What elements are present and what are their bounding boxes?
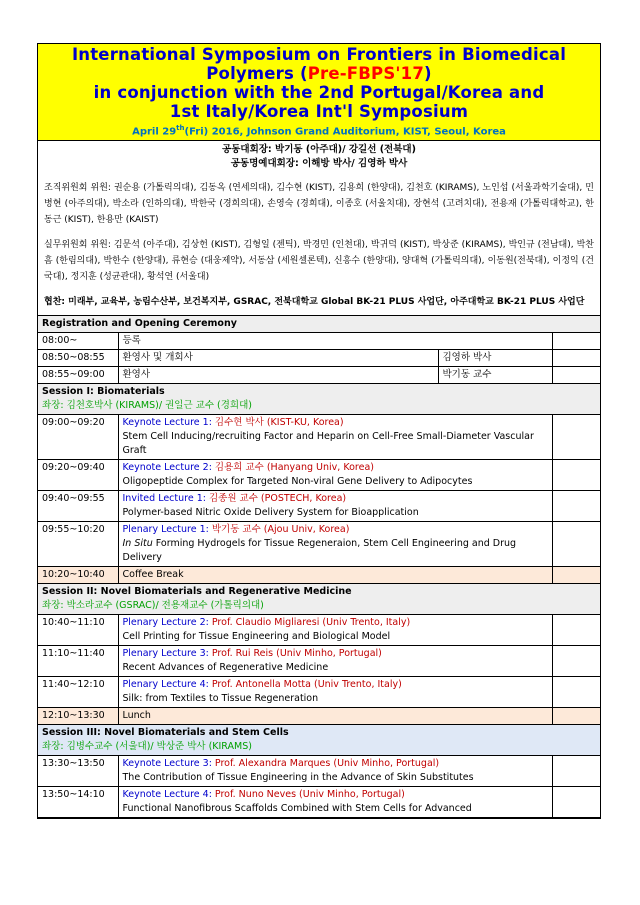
event-abbrev: Pre-FBPS'17 xyxy=(307,64,425,83)
empty-cell xyxy=(552,350,600,367)
title-line-3: in conjunction with the 2nd Portugal/Korea and xyxy=(93,83,545,102)
lecture-type: Keynote Lecture 4: xyxy=(122,789,215,801)
time-cell: 10:40~11:10 xyxy=(38,615,118,646)
table-row xyxy=(38,491,600,522)
title-line-2 xyxy=(40,64,598,83)
person-cell xyxy=(552,333,600,350)
committee-block xyxy=(38,141,600,316)
title-line-4: 1st Italy/Korea Int'l Symposium xyxy=(169,102,469,121)
event-cell: 환영사 xyxy=(118,367,438,384)
time-cell: 13:30~13:50 xyxy=(38,756,118,787)
lecture-title-italic: In Situ xyxy=(122,538,153,550)
section-3-title: Session III: Novel Biomaterials and Stem Cells xyxy=(42,727,289,739)
table-row xyxy=(38,350,600,367)
title-line-2a: Polymers ( xyxy=(206,64,308,83)
table-row xyxy=(38,708,600,725)
lecture-cell xyxy=(118,491,552,522)
speaker: Prof. Claudio Migliaresi (Univ Trento, Italy) xyxy=(211,617,411,629)
lecture-type: Plenary Lecture 3: xyxy=(122,648,212,660)
time-cell: 09:40~09:55 xyxy=(38,491,118,522)
lecture-type: Keynote Lecture 2: xyxy=(122,462,215,474)
honorary-chairs: 공동명예대회장: 이해방 박사/ 김영하 박사 xyxy=(230,158,408,170)
section-1-title: Session I: Biomaterials xyxy=(42,386,165,398)
empty-cell xyxy=(552,460,600,491)
event-cell: 등록 xyxy=(118,333,552,350)
section-3-header xyxy=(38,725,600,756)
empty-cell xyxy=(552,367,600,384)
event-cell: 환영사 및 개회사 xyxy=(118,350,438,367)
symposium-header xyxy=(38,44,600,141)
section-3-chairs: 좌장: 김병수교수 (서울대)/ 박상준 박사 (KIRAMS) xyxy=(42,741,252,753)
section-1-header xyxy=(38,384,600,415)
section-1-chairs: 좌장: 김천호박사 (KIRAMS)/ 권일근 교수 (경희대) xyxy=(42,400,252,412)
time-cell: 09:55~10:20 xyxy=(38,522,118,567)
time-cell: 13:50~14:10 xyxy=(38,787,118,818)
lecture-type: Plenary Lecture 1: xyxy=(122,524,212,536)
program-document xyxy=(37,43,601,819)
empty-cell xyxy=(552,415,600,460)
empty-cell xyxy=(552,787,600,818)
date-text: April 29 xyxy=(132,126,177,138)
speaker: Prof. Alexandra Marques (Univ Minho, Portugal) xyxy=(214,758,440,770)
break-cell: Coffee Break xyxy=(118,567,552,584)
cochairs: 공동대회장: 박기동 (아주대)/ 강길선 (전북대) xyxy=(222,144,416,156)
lecture-cell xyxy=(118,646,552,677)
break-cell: Lunch xyxy=(118,708,552,725)
lecture-cell xyxy=(118,522,552,567)
lecture-type: Keynote Lecture 3: xyxy=(122,758,215,770)
speaker: Prof. Nuno Neves (Univ Minho, Portugal) xyxy=(214,789,405,801)
lecture-cell xyxy=(118,677,552,708)
lecture-cell xyxy=(118,787,552,818)
lecture-cell xyxy=(118,460,552,491)
table-row xyxy=(38,646,600,677)
person-cell: 박기동 교수 xyxy=(438,367,552,384)
lecture-cell xyxy=(118,756,552,787)
time-cell: 12:10~13:30 xyxy=(38,708,118,725)
speaker: Prof. Antonella Motta (Univ Trento, Italy) xyxy=(211,679,402,691)
table-row xyxy=(38,522,600,567)
section-registration: Registration and Opening Ceremony xyxy=(38,316,600,333)
lecture-title: Recent Advances of Regenerative Medicine xyxy=(122,662,329,674)
lecture-title: Stem Cell Inducing/recruiting Factor and Heparin on Cell-Free Small-Diameter Vascular Graft xyxy=(122,431,534,457)
time-cell: 08:55~09:00 xyxy=(38,367,118,384)
time-cell: 09:00~09:20 xyxy=(38,415,118,460)
date-sup: th xyxy=(176,124,185,132)
lecture-cell xyxy=(118,615,552,646)
speaker: 김용희 교수 (Hanyang Univ, Korea) xyxy=(214,462,374,474)
section-2-chairs: 좌장: 박소라교수 (GSRAC)/ 전용재교수 (가톨릭의대) xyxy=(42,600,264,612)
time-cell: 09:20~09:40 xyxy=(38,460,118,491)
lecture-title: Silk: from Textiles to Tissue Regeneration xyxy=(122,693,319,705)
practical-committee: 실무위원회 위원: 김문석 (아주대), 김상헌 (KIST), 김형일 (젠틱), 박경민 (인천대), 박귀덕 (KIST), 박상준 (KIRAMS), 박인규 (전남대), 박찬흠 (한림의대), 박한수 (한양대), 류현승 (대웅제약), 서동삼 (세원셀론텍), 신흥수 (한양대), 양대혁 (가톨릭의대), 이동원(전북대), 이정익 (건국대), 정지훈 (성균관대), 황석연 (서울대) xyxy=(44,240,594,283)
lecture-type: Plenary Lecture 4: xyxy=(122,679,212,691)
table-row xyxy=(38,367,600,384)
empty-cell xyxy=(552,522,600,567)
lecture-title: The Contribution of Tissue Engineering in the Advance of Skin Substitutes xyxy=(122,772,474,784)
time-cell: 08:00~ xyxy=(38,333,118,350)
table-row xyxy=(38,460,600,491)
time-cell: 08:50~08:55 xyxy=(38,350,118,367)
title-line-2c: ) xyxy=(424,64,432,83)
lecture-title xyxy=(123,537,548,565)
lecture-type: Invited Lecture 1: xyxy=(122,493,209,505)
lecture-title: Functional Nanofibrous Scaffolds Combined with Stem Cells for Advanced xyxy=(122,803,472,815)
empty-cell xyxy=(552,708,600,725)
lecture-type: Keynote Lecture 1: xyxy=(122,417,215,429)
event-date-venue xyxy=(40,122,598,138)
table-row xyxy=(38,615,600,646)
lecture-cell xyxy=(118,415,552,460)
sponsors: 협찬: 미래부, 교육부, 농림수산부, 보건복지부, GSRAC, 전북대학교 Global BK-21 PLUS 사업단, 아주대학교 BK-21 PLUS 사업단 xyxy=(44,297,585,308)
speaker: 박기동 교수 (Ajou Univ, Korea) xyxy=(211,524,350,536)
section-2-header xyxy=(38,584,600,615)
empty-cell xyxy=(552,491,600,522)
lecture-title: Cell Printing for Tissue Engineering and Biological Model xyxy=(122,631,391,643)
empty-cell xyxy=(552,646,600,677)
time-cell: 10:20~10:40 xyxy=(38,567,118,584)
venue-text: (Fri) 2016, Johnson Grand Auditorium, KIST, Seoul, Korea xyxy=(184,126,506,138)
title-line-1: International Symposium on Frontiers in Biomedical xyxy=(71,45,567,64)
speaker: 김수현 박사 (KIST-KU, Korea) xyxy=(214,417,344,429)
table-row xyxy=(38,415,600,460)
empty-cell xyxy=(552,677,600,708)
empty-cell xyxy=(552,567,600,584)
lecture-title: Polymer-based Nitric Oxide Delivery System for Bioapplication xyxy=(122,507,419,519)
time-cell: 11:10~11:40 xyxy=(38,646,118,677)
speaker: 김종원 교수 (POSTECH, Korea) xyxy=(208,493,347,505)
table-row xyxy=(38,677,600,708)
organizing-committee: 조직위원회 위원: 권순용 (가톨릭의대), 김동옥 (연세의대), 김수현 (KIST), 김용희 (한양대), 김천호 (KIRAMS), 노인섭 (서울과학기술대), 민병현 (아주의대), 박소라 (인하의대), 박한국 (경희의대), 손영숙 (경희대), 이종호 (서울치대), 장현석 (고려치대), 전용재 (가톨릭대학교), 한동근 (KIST), 한용만 (KAIST) xyxy=(44,183,594,226)
speaker: Prof. Rui Reis (Univ Minho, Portugal) xyxy=(211,648,382,660)
lecture-type: Plenary Lecture 2: xyxy=(122,617,212,629)
empty-cell xyxy=(552,756,600,787)
table-row xyxy=(38,333,600,350)
section-2-title: Session II: Novel Biomaterials and Regenerative Medicine xyxy=(42,586,352,598)
person-cell: 김영하 박사 xyxy=(438,350,552,367)
table-row xyxy=(38,756,600,787)
schedule-table xyxy=(38,316,600,818)
lecture-title-rest: Forming Hydrogels for Tissue Regeneraion, Stem Cell Engineering and Drug Delivery xyxy=(122,538,517,564)
table-row xyxy=(38,787,600,818)
empty-cell xyxy=(552,615,600,646)
time-cell: 11:40~12:10 xyxy=(38,677,118,708)
lecture-title: Oligopeptide Complex for Targeted Non-viral Gene Delivery to Adipocytes xyxy=(122,476,473,488)
table-row xyxy=(38,567,600,584)
